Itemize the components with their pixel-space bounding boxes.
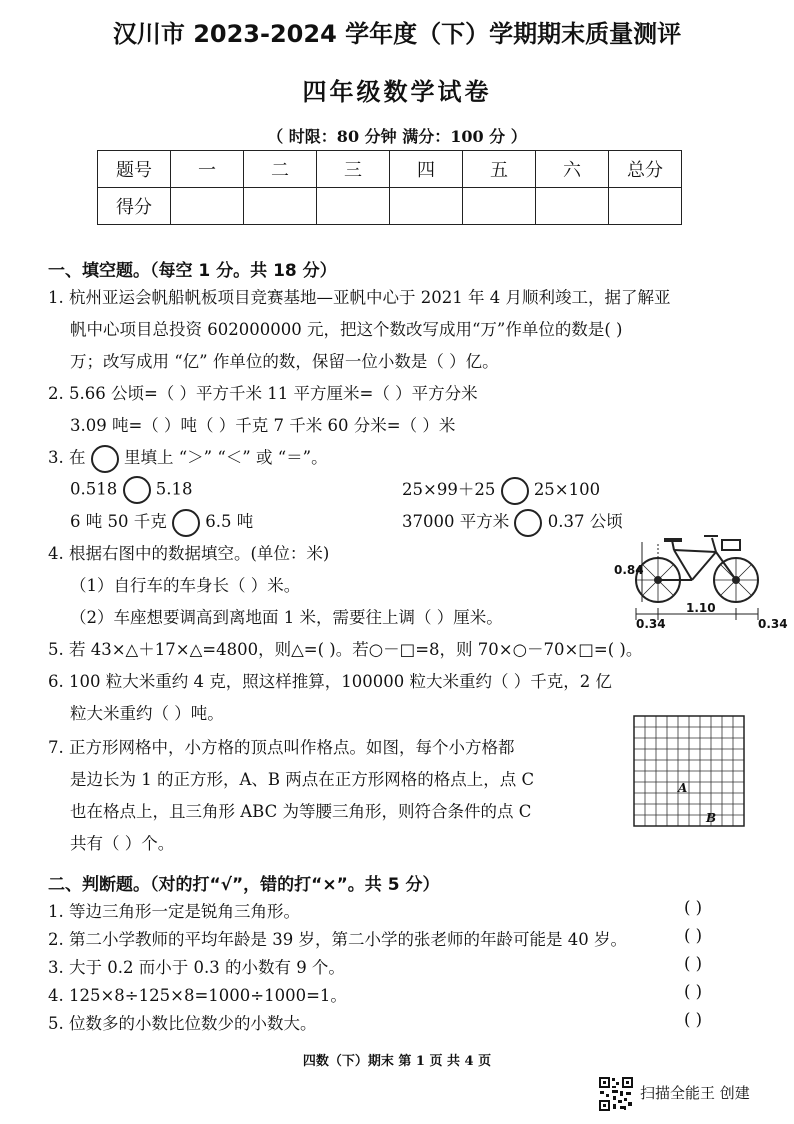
q3-d-left: 37000 平方米 — [402, 512, 510, 531]
page-title: 汉川市 2023-2024 学年度（下）学期期末质量测评 — [112, 20, 682, 48]
q3-item-a — [70, 476, 193, 504]
judge-paren-5[interactable]: ( ) — [684, 1010, 703, 1029]
q5-text: 5. 若 43×△＋17×△=4800，则△=( )。若○－□=8，则 70×○－70×□=( )。 — [48, 640, 643, 659]
grid-figure — [632, 714, 746, 828]
q3-c-right: 6.5 吨 — [205, 512, 254, 531]
q4-line3: （2）车座想要调高到离地面 1 米，需要往上调（ ）厘米。 — [70, 608, 503, 627]
bicycle-figure — [612, 528, 788, 630]
score-cell: 三 — [317, 151, 390, 188]
q3-d-right: 0.37 公顷 — [547, 512, 623, 531]
bike-left-label: 0.34 — [636, 617, 666, 630]
q3-item-d — [402, 508, 623, 537]
page-subtitle: 四年级数学试卷 — [302, 78, 492, 106]
score-table-header-row — [98, 151, 682, 188]
q3-item-b — [402, 476, 600, 505]
score-table-score-row — [98, 188, 682, 225]
score-input-cell[interactable] — [244, 188, 317, 225]
judge-item-5: 5. 位数多的小数比位数少的小数大。 — [48, 1014, 317, 1033]
judge-item-4: 4. 125×8÷125×8=1000÷1000=1。 — [48, 986, 347, 1005]
q7-line3: 也在格点上，且三角形 ABC 为等腰三角形，则符合条件的点 C — [70, 802, 532, 821]
bike-right-label: 0.34 — [758, 617, 788, 630]
q6-line2: 粒大米重约（ ）吨。 — [70, 704, 224, 723]
qr-code-icon — [598, 1076, 634, 1112]
score-input-cell[interactable] — [317, 188, 390, 225]
q7-line1: 7. 正方形网格中，小方格的顶点叫作格点。如图，每个小方格都 — [48, 738, 515, 757]
score-cell: 总分 — [609, 151, 682, 188]
score-input-cell[interactable] — [463, 188, 536, 225]
scanner-watermark: 扫描全能王 创建 — [640, 1084, 750, 1102]
q1-line2: 帆中心项目总投资 602000000 元，把这个数改写成用“万”作单位的数是( ) — [70, 320, 623, 339]
q3-item-c — [70, 508, 253, 537]
answer-circle[interactable] — [501, 477, 529, 505]
score-cell: 题号 — [98, 151, 171, 188]
score-cell: 六 — [536, 151, 609, 188]
page-footer: 四数（下）期末 第 1 页 共 4 页 — [302, 1054, 492, 1069]
q2-line1: 2. 5.66 公顷=（ ）平方千米 11 平方厘米=（ ）平方分米 — [48, 384, 478, 403]
section2-heading: 二、判断题。（对的打“√”，错的打“×”。共 5 分） — [48, 875, 440, 895]
q3-b-right: 25×100 — [533, 480, 601, 499]
score-input-cell[interactable] — [536, 188, 609, 225]
q6-line1: 6. 100 粒大米重约 4 克，照这样推算，100000 粒大米重约（ ）千克，2 亿 — [48, 672, 612, 691]
point-b-label: B — [706, 811, 717, 825]
score-cell: 四 — [390, 151, 463, 188]
judge-paren-1[interactable]: ( ) — [684, 898, 703, 917]
score-cell: 五 — [463, 151, 536, 188]
q1-line1: 1. 杭州亚运会帆船帆板项目竞赛基地—亚帆中心于 2021 年 4 月顺利竣工，据了解亚 — [48, 288, 671, 307]
judge-item-3: 3. 大于 0.2 而小于 0.3 的小数有 9 个。 — [48, 958, 345, 977]
answer-circle[interactable] — [123, 476, 151, 504]
q3-a-right: 5.18 — [155, 479, 193, 499]
answer-circle[interactable] — [172, 509, 200, 537]
score-cell: 二 — [244, 151, 317, 188]
bike-middle-label: 1.10 — [686, 601, 716, 615]
bike-height-label: 0.84 — [614, 563, 644, 577]
q3-instruction — [48, 444, 328, 473]
q3-post: 里填上 “＞” “＜” 或 “＝”。 — [124, 448, 328, 467]
q4-line1: 4. 根据右图中的数据填空。(单位：米) — [48, 544, 330, 563]
q3-c-left: 6 吨 50 千克 — [70, 512, 167, 531]
score-table — [97, 150, 682, 225]
judge-item-2: 2. 第二小学教师的平均年龄是 39 岁，第二小学的张老师的年龄可能是 40 岁。 — [48, 930, 627, 949]
score-input-cell[interactable] — [390, 188, 463, 225]
score-row-label: 得分 — [98, 188, 171, 225]
section1-heading: 一、填空题。（每空 1 分。共 18 分） — [48, 261, 337, 281]
q3-a-left: 0.518 — [70, 479, 118, 499]
q7-line2: 是边长为 1 的正方形，A、B 两点在正方形网格的格点上，点 C — [70, 770, 535, 789]
q3-pre: 3. 在 — [48, 448, 86, 467]
q2-line2: 3.09 吨=（ ）吨（ ）千克 7 千米 60 分米=（ ）米 — [70, 416, 456, 435]
point-a-label: A — [678, 781, 688, 795]
q1-line3: 万；改写成用 “亿” 作单位的数，保留一位小数是（ ）亿。 — [70, 352, 499, 371]
judge-paren-3[interactable]: ( ) — [684, 954, 703, 973]
q7-line4: 共有（ ）个。 — [70, 834, 175, 853]
answer-circle[interactable] — [514, 509, 542, 537]
judge-paren-4[interactable]: ( ) — [684, 982, 703, 1001]
score-cell: 一 — [171, 151, 244, 188]
circle-icon — [91, 445, 119, 473]
judge-paren-2[interactable]: ( ) — [684, 926, 703, 945]
q4-line2: （1）自行车的车身长（ ）米。 — [70, 576, 301, 595]
q3-b-left: 25×99＋25 — [402, 480, 496, 499]
judge-item-1: 1. 等边三角形一定是锐角三角形。 — [48, 902, 300, 921]
score-input-cell[interactable] — [171, 188, 244, 225]
exam-meta: （ 时限：80 分钟 满分：100 分 ） — [267, 127, 527, 146]
score-input-cell[interactable] — [609, 188, 682, 225]
